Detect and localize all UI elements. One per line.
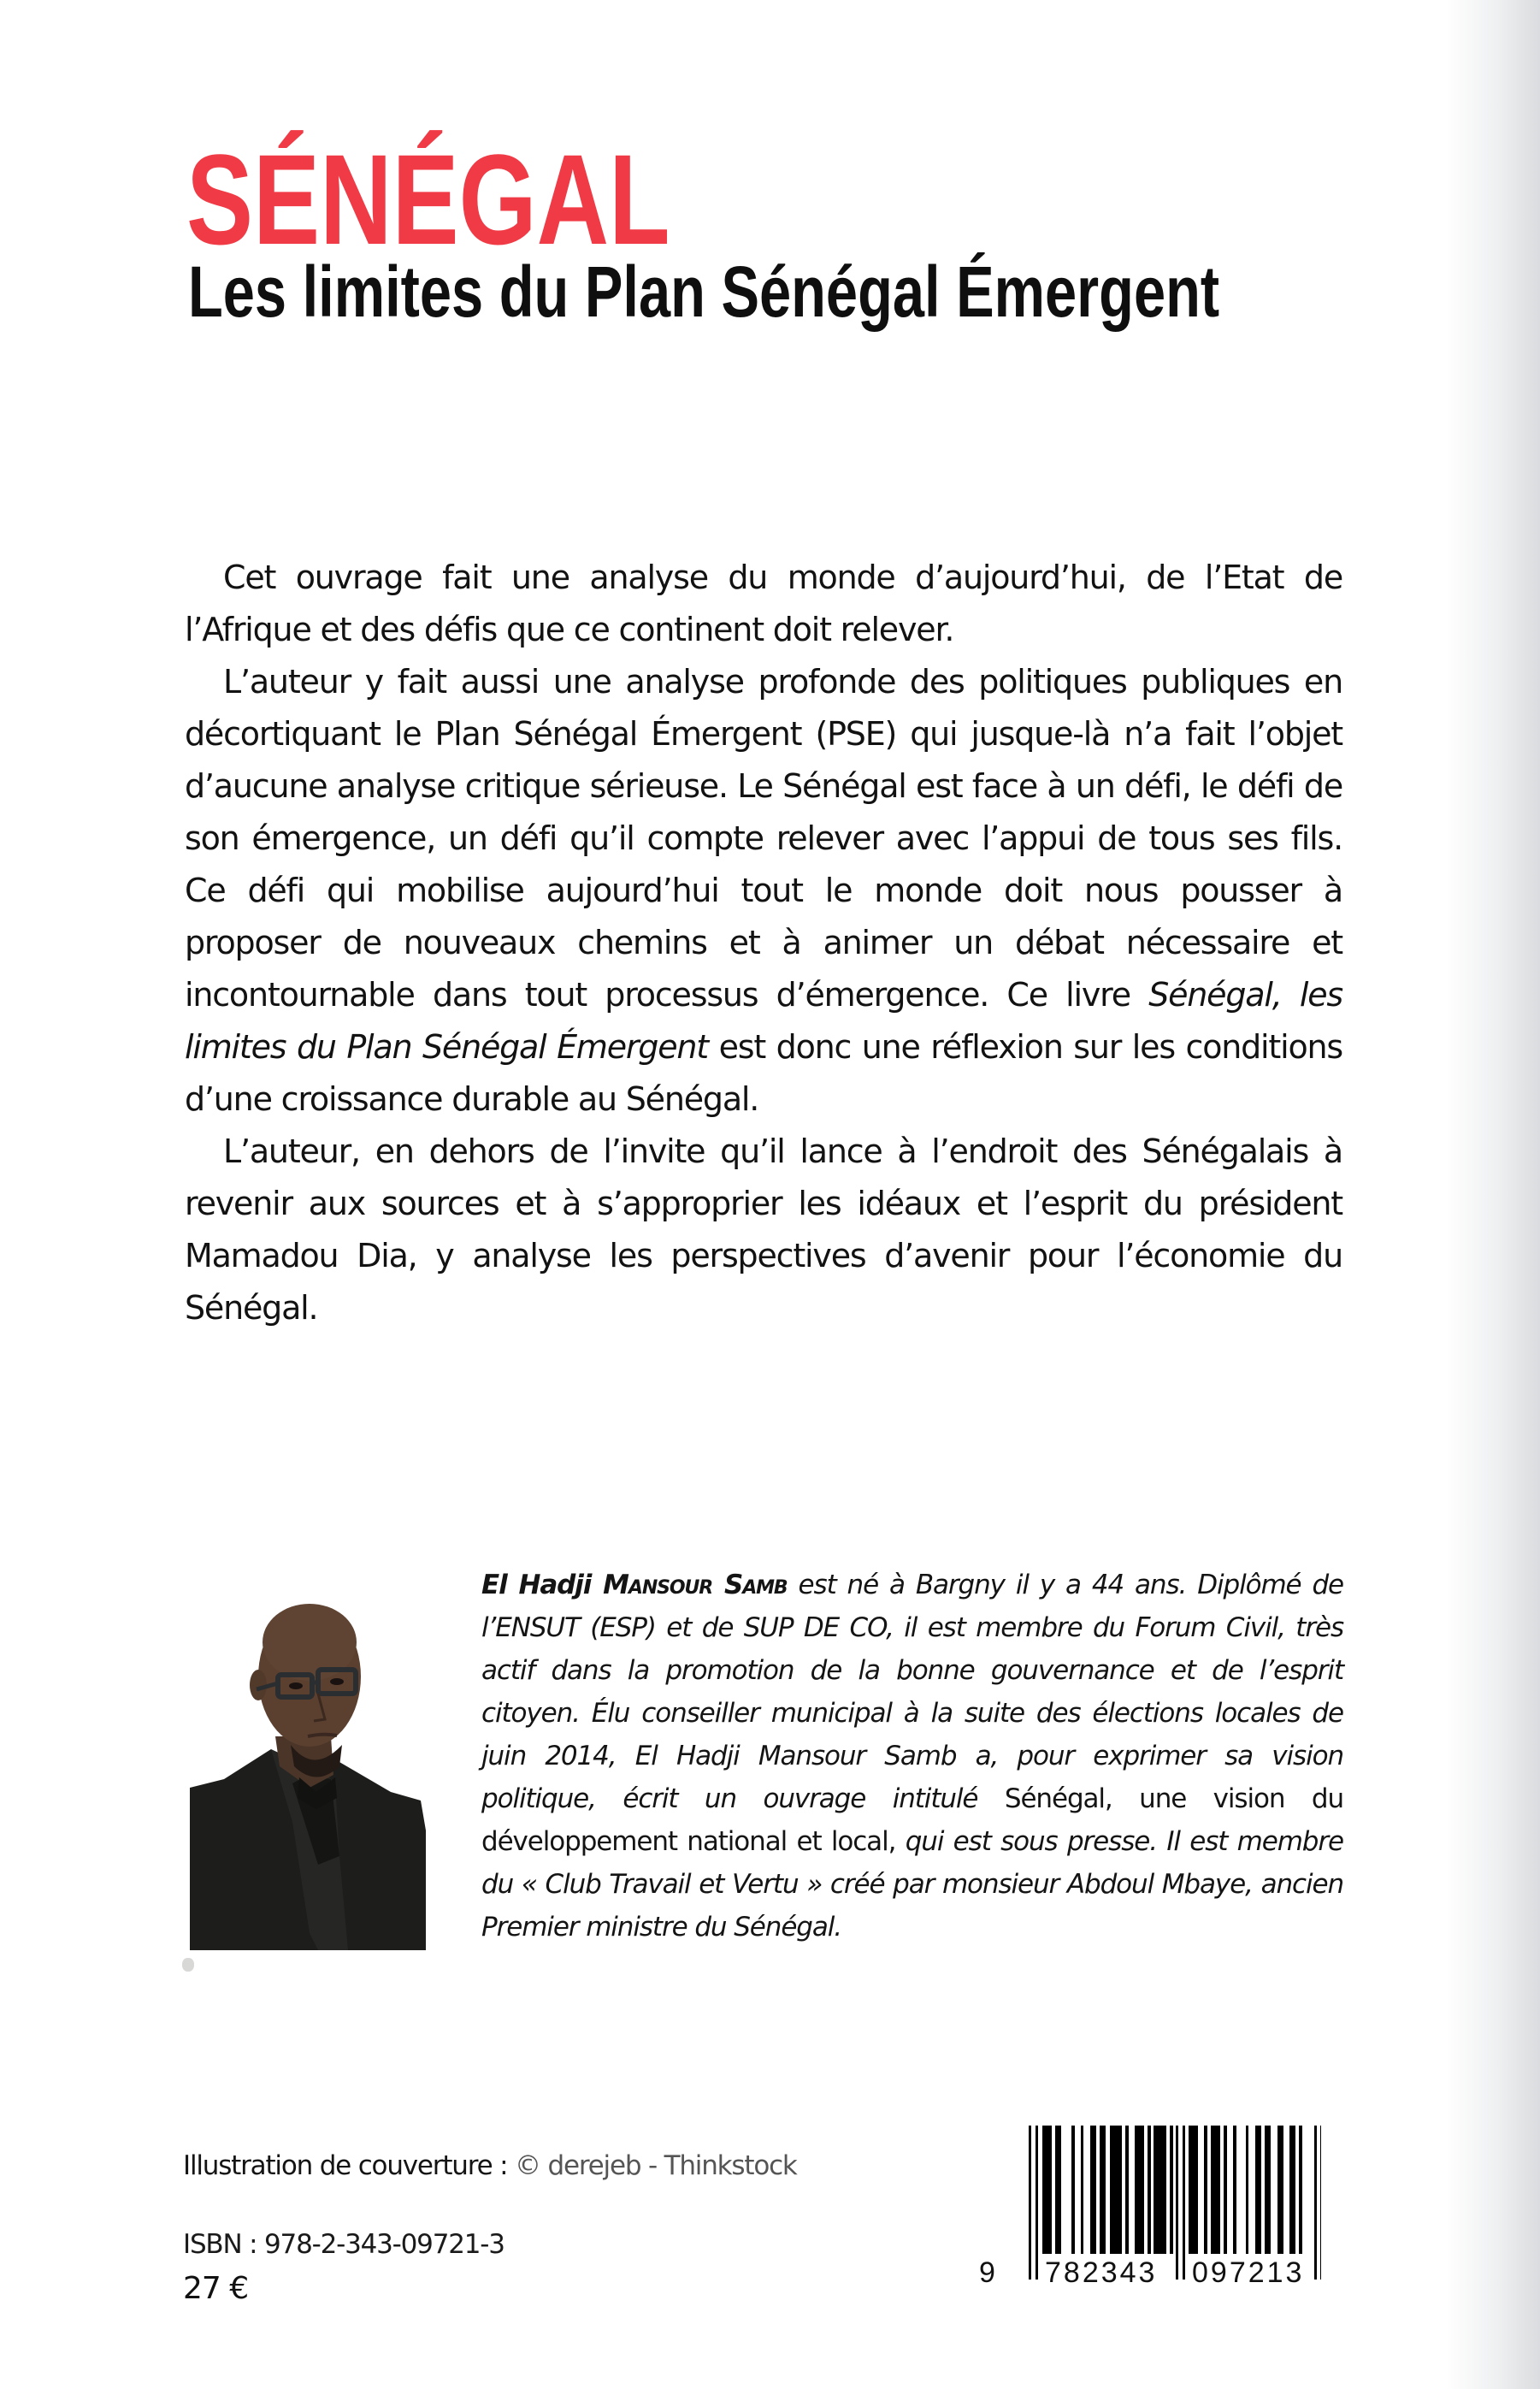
author-bio-part-1: est né à Bargny il y a 44 ans. Diplômé de l’ENSUT (ESP) et de SUP DE CO, il est membre du Forum Civil, très actif dans la promotion de la bonne gouvernance et de l’esprit citoyen. Élu conseiller municipal à la suite des élections locales de juin 2014, El Hadji Mansour Samb a, pour exprimer sa vision politique, écrit un ouvrage intitulé (481, 1570, 1344, 1814)
blurb-paragraph-2 (185, 656, 1342, 1126)
credit-source: © derejeb - Thinkstock (515, 2150, 797, 2181)
author-name-first: El Hadji (481, 1570, 604, 1600)
blurb-paragraph-2-text-after: est donc une réflexion sur les conditions d’une croissance durable au Sénégal. (185, 1028, 1342, 1118)
author-bio-book-title: Sénégal, une vision du développement national et local, (481, 1783, 1343, 1857)
author-photo (190, 1574, 426, 1950)
barcode-left-digits: 782343 (1045, 2256, 1158, 2289)
scan-smudge (182, 1958, 194, 1972)
isbn: ISBN : 978-2-343-09721-3 (183, 2229, 504, 2260)
back-cover-blurb (185, 552, 1342, 1334)
blurb-paragraph-2-text-before: L’auteur y fait aussi une analyse profonde des politiques publiques en décortiquant le Plan Sénégal Émergent (PSE) qui jusque-là n’a fait l’objet d’aucune analyse critique sérieuse. Le Sénégal est face à un défi, le défi de son émergence, un défi qu’il compte relever avec l’appui de tous ses fils. Ce défi qui mobilise aujourd’hui tout le monde doit nous pousser à proposer de nouveaux chemins et à animer un débat nécessaire et incontournable dans tout processus d’émergence. Ce livre (185, 663, 1342, 1014)
barcode-first-digit: 9 (979, 2256, 998, 2289)
price: 27 € (183, 2271, 249, 2306)
blurb-paragraph-3: L’auteur, en dehors de l’invite qu’il lance à l’endroit des Sénégalais à revenir aux sources et à s’approprier les idéaux et l’esprit du président Mamadou Dia, y analyse les perspectives d’avenir pour l’économie du Sénégal. (185, 1132, 1342, 1327)
author-name (481, 1570, 788, 1600)
author-bio (481, 1564, 1343, 1948)
barcode-right-digits: 097213 (1192, 2256, 1305, 2289)
book-title (186, 127, 670, 271)
author-name-smallcaps: Mansour Samb (603, 1570, 788, 1600)
author-bio-part-2: qui est sous presse. Il est membre du « Club Travail et Vertu » créé par monsieur Abdoul Mbaye, ancien Premier ministre du Sénégal. (481, 1826, 1344, 1943)
book-title-text: SÉNÉGAL (186, 127, 670, 271)
blurb-paragraph-1: Cet ouvrage fait une analyse du monde d’aujourd’hui, de l’Etat de l’Afrique et des défis que ce continent doit relever. (185, 559, 1342, 648)
book-subtitle-text: Les limites du Plan Sénégal Émergent (188, 251, 1220, 332)
cover-illustration-credit (183, 2149, 797, 2183)
spine-shadow (1446, 0, 1540, 2389)
author-portrait-illustration (190, 1574, 426, 1950)
credit-label: Illustration de couverture : (183, 2150, 516, 2181)
blurb-book-title-italic: Sénégal, les limites du Plan Sénégal Émergent (185, 976, 1343, 1066)
book-subtitle (188, 253, 1219, 330)
